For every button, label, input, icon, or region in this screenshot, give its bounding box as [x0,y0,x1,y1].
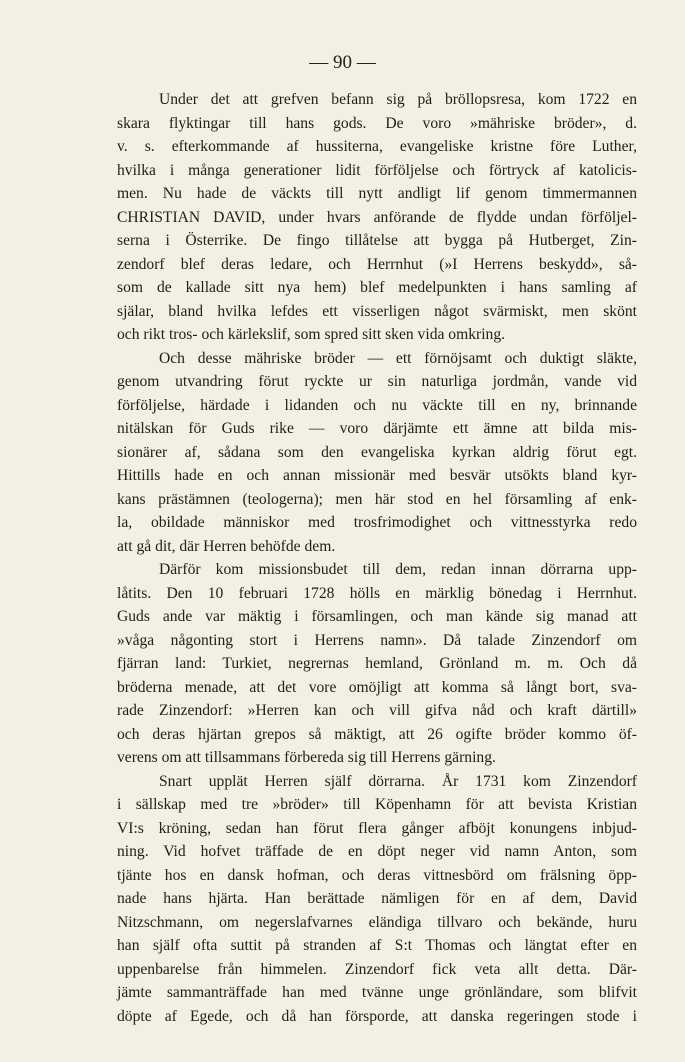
text-line: sionärer af, sådana som den evangeliska kyrkan aldrig förut egt. [117,443,637,461]
text-line: zendorf blef deras ledare, och Herrnhut (»I Herrens beskydd», så- [117,255,637,273]
text-line: bröderna menade, att det vore omöjligt att komma så långt bort, sva- [117,678,637,696]
text-line: jämte sammanträffade han med tvänne unge grönländare, som blifvit [117,984,637,1001]
text-line: och rikt tros- och kärlekslif, som spred sitt sken vida omkring. [117,326,506,343]
text-line: Under det att grefven befann sig på bröllopsresa, kom 1722 en [159,91,637,108]
text-line: uppenbarelse från himmelen. Zinzendorf fick veta allt detta. Där- [117,960,637,978]
text-line: »våga någonting stort i Herrens namn». Då talade Zinzendorf om [117,631,637,649]
page-number: — 90 — [309,52,376,73]
text-line: CHRISTIAN DAVID, under hvars anförande de flydde undan förföljel- [117,208,637,226]
text-line: i sällskap med tre »bröder» till Köpenhamn för att bevista Kristian [117,796,637,813]
text-line: själar, bland hvilka lefdes ett visserligen något svärmiskt, men skönt [117,302,637,320]
text-line: Snart upplät Herren själf dörrarna. År 1731 kom Zinzendorf [159,772,637,790]
text-line: döpte af Egede, och då han försporde, att danska regeringen stode i [117,1007,637,1025]
text-line: tjänte hos en dansk hofman, och deras vittnesbörd om frälsning öpp- [117,866,637,884]
text-line: Därför kom missionsbudet till dem, redan innan dörrarna upp- [159,561,637,578]
text-line: ning. Vid hofvet träffade de en döpt neger vid namn Anton, som [117,843,637,860]
text-line: Och desse mähriske bröder — ett förnöjsamt och duktigt släkte, [159,349,637,367]
text-line: genom utvandring förut ryckte ur sin naturliga jordmån, vande vid [117,373,637,390]
text-line: kans prästämnen (teologerna); men här stod en hel församling af enk- [117,490,637,508]
text-line: VI:s kröning, sedan han förut flera gånger afböjt konungens inbjud- [117,819,637,837]
text-line: hvilka i många generationer lidit förföljelse och förtryck af katolicis- [117,161,637,179]
text-line: verens om att tillsammans förbereda sig till Herrens gärning. [117,749,496,766]
text-line: skara flyktingar till hans gods. De voro »mähriske bröder», d. [117,114,637,132]
text-line: att gå dit, där Herren behöfde dem. [117,537,336,555]
text-line: förföljelse, härdade i lidanden och nu väckte till en ny, brinnande [117,396,637,414]
text-line: som de kallade sitt nya hem) blef medelpunkten i hans samling af [117,279,637,296]
text-line: Hittills hade en och annan missionär med besvär utsökts bland kyr- [117,467,637,484]
text-line: han själf ofta suttit på stranden af S:t Thomas och längtat efter en [117,937,637,954]
text-line: nade hans hjärta. Han berättade nämligen för en af dem, David [117,890,637,907]
text-line: Guds ande var mäktig i församlingen, och man kände sig manad att [117,608,637,625]
text-line: rade Zinzendorf: »Herren kan och vill gifva nåd och kraft därtill» [117,702,637,719]
text-line: la, obildade människor med trosfrimodighet och vittnesstyrka redo [117,514,637,531]
text-line: serna i Österrike. De fingo tillåtelse att bygga på Hutberget, Zin- [117,232,637,249]
text-line: men. Nu hade de väckts till nytt andligt lif genom timmermannen [117,185,637,202]
text-line: nitälskan för Guds rike — voro därjämte ett ämne att bilda mis- [117,420,637,437]
text-line: Nitzschmann, om negerslafvarnes eländiga tillvaro och bekände, huru [117,913,637,931]
text-line: v. s. efterkommande af hussiterna, evangeliske kristne före Luther, [117,138,637,155]
text-line: låtits. Den 10 februari 1728 hölls en märklig bönedag i Herrnhut. [117,584,637,602]
text-line: och deras hjärtan grepos så mäktigt, att 26 ogifte bröder kommo öf- [117,725,637,743]
body-text [117,88,637,1028]
text-line: fjärran land: Turkiet, negrernas hemland, Grönland m. m. Och då [117,655,637,672]
